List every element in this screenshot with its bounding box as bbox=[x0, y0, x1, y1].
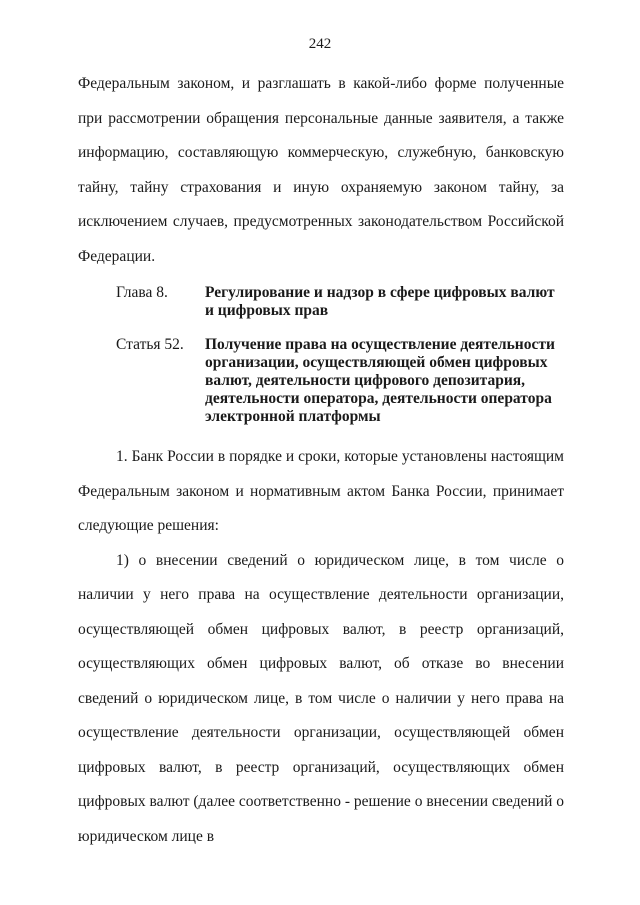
article-title: Получение права на осуществление деятельности организации, осуществляющей обмен цифровых валют, деятельности цифрового депозитария, деятельности оператора, деятельности оператора электронной платформы bbox=[205, 336, 555, 425]
page-number: 242 bbox=[308, 36, 332, 52]
chapter-heading bbox=[78, 284, 564, 320]
article-heading bbox=[78, 336, 564, 426]
paragraph-subitem-1: 1) о внесении сведений о юридическом лице, в том числе о наличии у него права на осуществление деятельности организации, осуществляющей обмен цифровых валют, в реестр организаций, осуществляющих обмен цифровых валют, об отказе во внесении сведений о юридическом лице, в том числе о наличии у него права на осуществление деятельности организации, осуществляющей обмен цифровых валют, в реестр организаций, осуществляющих обмен цифровых валют (далее соответственно - решение о внесении сведений о юридическом лице в bbox=[78, 551, 564, 845]
article-label: Статья 52. bbox=[116, 336, 184, 353]
chapter-title: Регулирование и надзор в сфере цифровых валют и цифровых прав bbox=[205, 284, 555, 319]
paragraph-item-1: 1. Банк России в порядке и сроки, которые установлены настоящим Федеральным законом и нормативным актом Банка России, принимает следующие решения: bbox=[78, 448, 564, 534]
paragraph-continuation: Федеральным законом, и разглашать в какой-либо форме полученные при рассмотрении обращения персональные данные заявителя, а также информацию, составляющую коммерческую, служебную, банковскую тайну, тайну страхования и иную охраняемую законом тайну, за исключением случаев, предусмотренных законодательством Российской Федерации. bbox=[78, 75, 564, 265]
document-body bbox=[78, 67, 564, 854]
chapter-label: Глава 8. bbox=[116, 284, 168, 301]
